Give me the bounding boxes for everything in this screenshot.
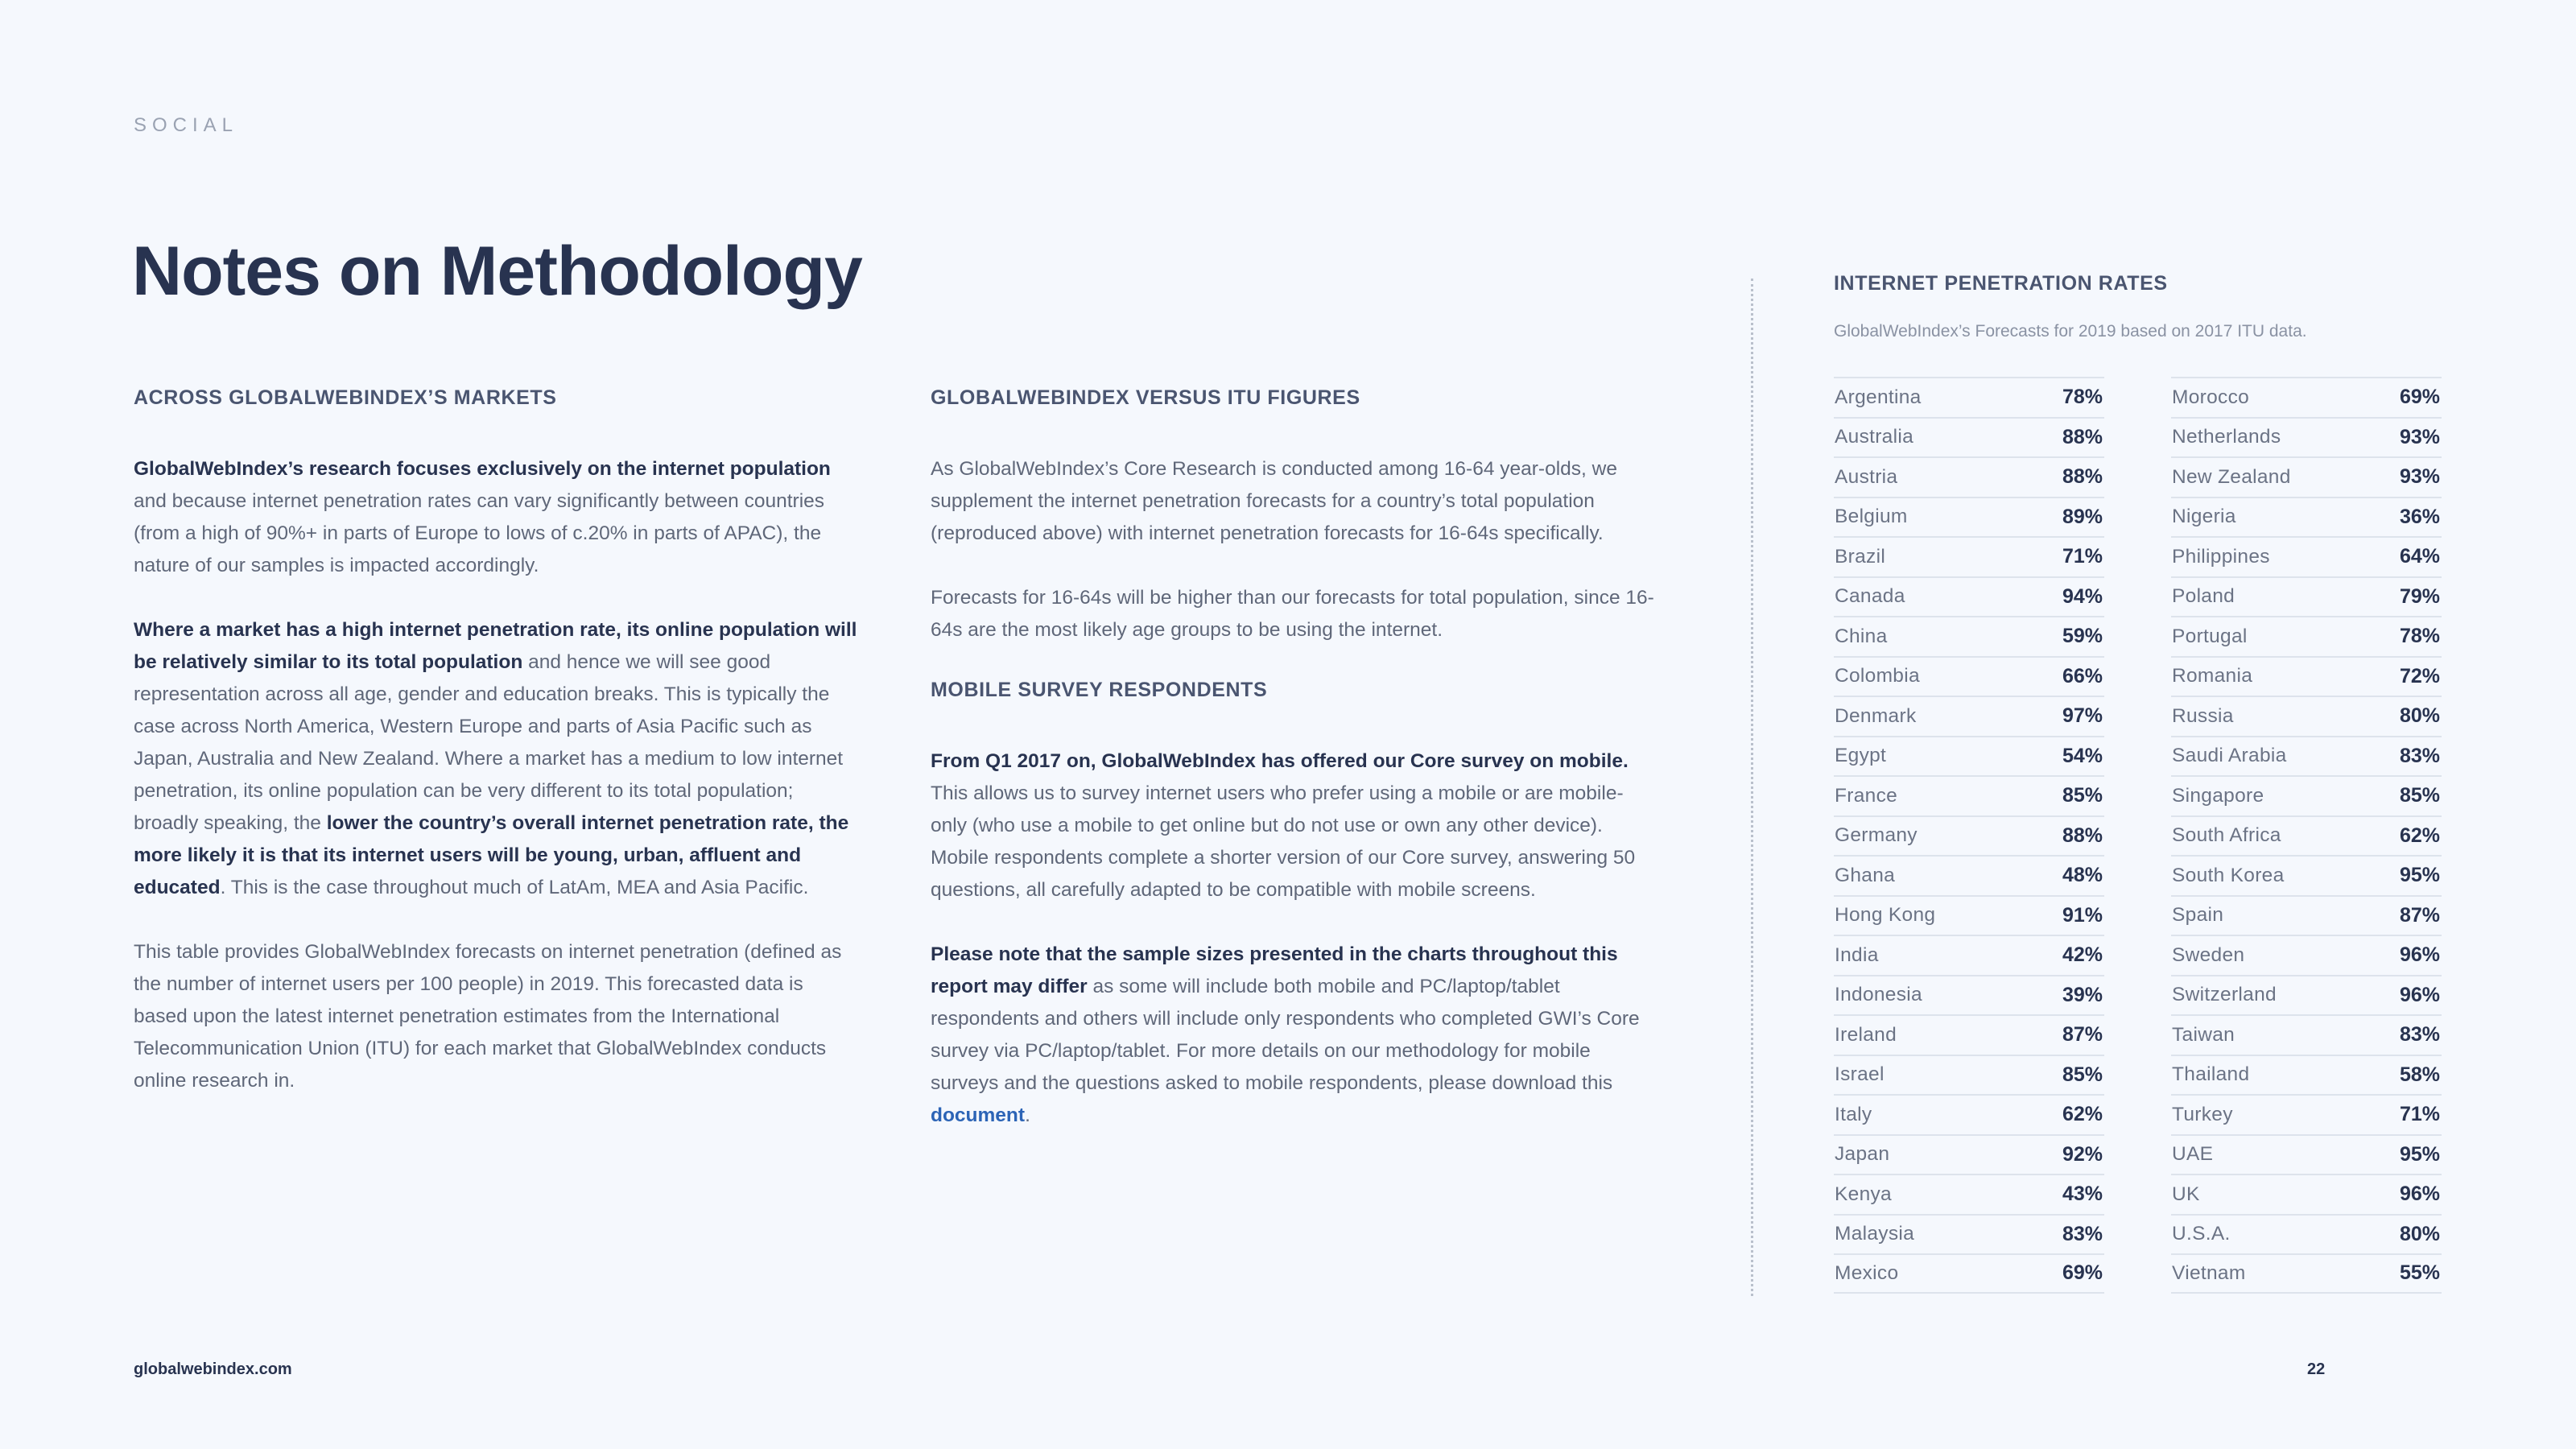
rate-row xyxy=(2171,456,2442,497)
country-name: Austria xyxy=(1835,465,1898,488)
country-name: South Korea xyxy=(2172,864,2285,886)
country-name: Egypt xyxy=(1835,745,1887,767)
penetration-rate: 93% xyxy=(2399,425,2440,448)
rate-row xyxy=(1834,815,2104,856)
penetration-rate: 85% xyxy=(2399,784,2440,807)
country-name: Israel xyxy=(1835,1063,1885,1086)
rate-row xyxy=(1834,696,2104,736)
rate-row xyxy=(2171,1174,2442,1214)
country-name: Poland xyxy=(2172,585,2235,608)
country-name: Mexico xyxy=(1835,1261,1899,1284)
rate-row xyxy=(1834,1174,2104,1214)
itu-column xyxy=(931,386,1655,1164)
rate-row xyxy=(2171,975,2442,1015)
country-name: Russia xyxy=(2172,704,2234,727)
mobile-paragraph-2 xyxy=(931,939,1655,1132)
section-label: SOCIAL xyxy=(134,114,239,136)
rate-row xyxy=(2171,1134,2442,1174)
rate-row xyxy=(1834,975,2104,1015)
markets-p2-end: . This is the case throughout much of LatAm, MEA and Asia Pacific. xyxy=(220,877,809,898)
markets-paragraph-1 xyxy=(134,453,858,582)
penetration-rate: 66% xyxy=(2062,664,2103,687)
itu-heading: GLOBALWEBINDEX VERSUS ITU FIGURES xyxy=(931,386,1360,409)
penetration-rate: 92% xyxy=(2062,1142,2103,1166)
rates-title: INTERNET PENETRATION RATES xyxy=(1834,272,2168,295)
rate-row xyxy=(2171,736,2442,776)
country-name: Japan xyxy=(1835,1143,1890,1166)
country-name: Romania xyxy=(2172,665,2253,687)
country-name: Singapore xyxy=(2172,784,2264,807)
penetration-rate: 96% xyxy=(2399,1183,2440,1206)
document-link[interactable]: document xyxy=(931,1104,1026,1126)
penetration-rate: 64% xyxy=(2399,545,2440,568)
itu-paragraph-1: As GlobalWebIndex’s Core Research is conducted among 16-64 year-olds, we supplement the internet penetration forecasts for a country’s total population (reproduced above) with internet penetration forecasts for 16-64s specifically. xyxy=(931,458,1617,544)
country-name: Philippines xyxy=(2172,545,2270,568)
mobile-heading: MOBILE SURVEY RESPONDENTS xyxy=(931,679,1268,701)
markets-p1-bold: GlobalWebIndex’s research focuses exclusively on the internet population xyxy=(134,458,831,480)
penetration-rate: 83% xyxy=(2062,1222,2103,1245)
rates-table-right xyxy=(2171,377,2442,1294)
markets-p1-text: and because internet penetration rates can vary significantly between countries (from a high of 90%+ in parts of Europe to lows of c.20% in parts of APAC), the nature of our samples is impacted accordingly. xyxy=(134,490,825,576)
country-name: Kenya xyxy=(1835,1183,1892,1205)
markets-p2-bold-2: lower the country’s overall internet penetration rate, the more likely it is that its internet users will be young, urban, affluent and educated xyxy=(134,812,849,898)
country-name: Ireland xyxy=(1835,1023,1897,1046)
rate-row xyxy=(1834,656,2104,696)
rate-row xyxy=(1834,417,2104,457)
penetration-rate: 39% xyxy=(2062,983,2103,1006)
country-name: Ghana xyxy=(1835,864,1896,886)
markets-p2-bold: Where a market has a high internet penetration rate, its online population will be relatively similar to its total population xyxy=(134,619,857,673)
mobile-p2-text: as some will include both mobile and PC/laptop/tablet respondents and others will include only respondents who completed GWI’s Core survey via PC/laptop/tablet. For more details on our methodology for mobile surveys and the questions asked to mobile respondents, please download this xyxy=(931,976,1640,1094)
rate-row xyxy=(2171,1214,2442,1254)
penetration-rate: 43% xyxy=(2062,1183,2103,1206)
country-name: Spain xyxy=(2172,904,2224,927)
rate-row xyxy=(1834,1253,2104,1294)
penetration-rate: 91% xyxy=(2062,903,2103,927)
rate-row xyxy=(1834,1094,2104,1134)
penetration-rate: 36% xyxy=(2399,505,2440,528)
rate-row xyxy=(1834,1014,2104,1055)
country-name: India xyxy=(1835,943,1879,966)
rate-row xyxy=(2171,377,2442,417)
country-name: Switzerland xyxy=(2172,984,2277,1006)
rate-row xyxy=(2171,775,2442,815)
penetration-rate: 88% xyxy=(2062,425,2103,448)
penetration-rate: 80% xyxy=(2399,1222,2440,1245)
country-name: Saudi Arabia xyxy=(2172,745,2287,767)
penetration-rate: 94% xyxy=(2062,584,2103,608)
country-name: Vietnam xyxy=(2172,1261,2246,1284)
rates-subtitle: GlobalWebIndex’s Forecasts for 2019 based on 2017 ITU data. xyxy=(1834,322,2307,341)
penetration-rate: 85% xyxy=(2062,1063,2103,1086)
penetration-rate: 85% xyxy=(2062,784,2103,807)
penetration-rate: 83% xyxy=(2399,744,2440,767)
markets-heading: ACROSS GLOBALWEBINDEX’S MARKETS xyxy=(134,386,557,409)
rate-row xyxy=(2171,536,2442,576)
rate-row xyxy=(1834,1055,2104,1095)
rate-row xyxy=(1834,855,2104,895)
rate-row xyxy=(2171,895,2442,935)
rate-row xyxy=(1834,497,2104,537)
penetration-rate: 71% xyxy=(2062,545,2103,568)
penetration-rate: 80% xyxy=(2399,704,2440,728)
penetration-rate: 97% xyxy=(2062,704,2103,728)
penetration-rate: 62% xyxy=(2062,1103,2103,1126)
country-name: New Zealand xyxy=(2172,465,2291,488)
penetration-rate: 88% xyxy=(2062,465,2103,489)
country-name: UAE xyxy=(2172,1143,2214,1166)
markets-column xyxy=(134,386,858,1129)
mobile-p2-end: . xyxy=(1025,1104,1030,1126)
rate-row xyxy=(2171,497,2442,537)
penetration-rate: 71% xyxy=(2399,1103,2440,1126)
rate-row xyxy=(2171,815,2442,856)
country-name: Thailand xyxy=(2172,1063,2250,1086)
country-name: UK xyxy=(2172,1183,2200,1205)
penetration-rate: 48% xyxy=(2062,864,2103,887)
rate-row xyxy=(1834,935,2104,975)
rate-row xyxy=(1834,736,2104,776)
rate-row xyxy=(1834,1214,2104,1254)
rate-row xyxy=(2171,1014,2442,1055)
penetration-rate: 62% xyxy=(2399,824,2440,847)
penetration-rate: 59% xyxy=(2062,625,2103,648)
penetration-rate: 87% xyxy=(2399,903,2440,927)
penetration-rate: 96% xyxy=(2399,983,2440,1006)
country-name: Belgium xyxy=(1835,506,1908,528)
country-name: Sweden xyxy=(2172,943,2245,966)
rate-row xyxy=(2171,616,2442,656)
country-name: Morocco xyxy=(2172,386,2250,408)
country-name: Netherlands xyxy=(2172,426,2281,448)
country-name: Malaysia xyxy=(1835,1223,1915,1245)
country-name: Canada xyxy=(1835,585,1905,608)
mobile-p2-bold: Please note that the sample sizes presented in the charts throughout this report may differ xyxy=(931,943,1618,997)
country-name: Brazil xyxy=(1835,545,1886,568)
rate-row xyxy=(1834,1134,2104,1174)
page-title: Notes on Methodology xyxy=(132,233,862,310)
rate-row xyxy=(2171,417,2442,457)
rates-table-left xyxy=(1834,377,2104,1294)
penetration-rate: 79% xyxy=(2399,584,2440,608)
penetration-rate: 78% xyxy=(2062,386,2103,409)
rate-row xyxy=(2171,855,2442,895)
penetration-rate: 69% xyxy=(2062,1261,2103,1285)
penetration-rate: 58% xyxy=(2399,1063,2440,1086)
markets-paragraph-2 xyxy=(134,614,858,904)
penetration-rate: 93% xyxy=(2399,465,2440,489)
rate-row xyxy=(1834,616,2104,656)
mobile-p1-text: This allows us to survey internet users who prefer using a mobile or are mobile-only (who use a mobile to get online but do not use or own any other device). Mobile respondents complete a shorter version of our Core survey, answering 50 questions, all carefully adapted to be compatible with mobile screens. xyxy=(931,782,1636,901)
rate-row xyxy=(2171,656,2442,696)
rate-row xyxy=(2171,935,2442,975)
rate-row xyxy=(2171,1253,2442,1294)
rate-row xyxy=(1834,377,2104,417)
markets-p2-text: and hence we will see good representation across all age, gender and education breaks. This is typically the case across North America, Western Europe and parts of Asia Pacific such as Japan, Australia and New Zealand. Where a market has a medium to low internet penetration, its online population can be very different to its total population; broadly speaking, the xyxy=(134,651,844,834)
penetration-rate: 55% xyxy=(2399,1261,2440,1285)
penetration-rate: 96% xyxy=(2399,943,2440,967)
penetration-rate: 78% xyxy=(2399,625,2440,648)
rate-row xyxy=(2171,1094,2442,1134)
country-name: Portugal xyxy=(2172,625,2248,647)
country-name: Taiwan xyxy=(2172,1023,2235,1046)
country-name: Denmark xyxy=(1835,704,1917,727)
penetration-rate: 54% xyxy=(2062,744,2103,767)
country-name: Indonesia xyxy=(1835,984,1922,1006)
rate-row xyxy=(1834,536,2104,576)
penetration-rate: 87% xyxy=(2062,1023,2103,1046)
mobile-paragraph-1 xyxy=(931,745,1655,906)
rate-row xyxy=(2171,576,2442,617)
country-name: Germany xyxy=(1835,824,1918,847)
rate-row xyxy=(1834,576,2104,617)
dotted-divider xyxy=(1751,279,1753,1296)
country-name: Argentina xyxy=(1835,386,1922,408)
penetration-rate: 95% xyxy=(2399,1142,2440,1166)
page-number: 22 xyxy=(2307,1360,2326,1378)
country-name: Nigeria xyxy=(2172,506,2236,528)
country-name: Colombia xyxy=(1835,665,1920,687)
mobile-p1-bold: From Q1 2017 on, GlobalWebIndex has offered our Core survey on mobile. xyxy=(931,750,1629,772)
country-name: U.S.A. xyxy=(2172,1223,2231,1245)
country-name: South Africa xyxy=(2172,824,2281,847)
country-name: Italy xyxy=(1835,1103,1872,1125)
penetration-rate: 69% xyxy=(2399,386,2440,409)
penetration-rate: 42% xyxy=(2062,943,2103,967)
rate-row xyxy=(2171,1055,2442,1095)
penetration-rate: 72% xyxy=(2399,664,2440,687)
footer-url: globalwebindex.com xyxy=(134,1360,292,1378)
rate-row xyxy=(2171,696,2442,736)
country-name: Turkey xyxy=(2172,1103,2233,1125)
penetration-rate: 83% xyxy=(2399,1023,2440,1046)
penetration-rate: 95% xyxy=(2399,864,2440,887)
rate-row xyxy=(1834,775,2104,815)
country-name: China xyxy=(1835,625,1888,647)
country-name: Australia xyxy=(1835,426,1914,448)
penetration-rate: 88% xyxy=(2062,824,2103,847)
rate-row xyxy=(1834,456,2104,497)
markets-paragraph-3: This table provides GlobalWebIndex forecasts on internet penetration (defined as the number of internet users per 100 people) in 2019. This forecasted data is based upon the latest internet penetration estimates from the International Telecommunication Union (ITU) for each market that GlobalWebIndex conducts online research in. xyxy=(134,941,842,1092)
penetration-rate: 89% xyxy=(2062,505,2103,528)
country-name: Hong Kong xyxy=(1835,904,1936,927)
country-name: France xyxy=(1835,784,1898,807)
itu-paragraph-2: Forecasts for 16-64s will be higher than our forecasts for total population, since 16-64s are the most likely age groups to be using the internet. xyxy=(931,587,1654,641)
rate-row xyxy=(1834,895,2104,935)
